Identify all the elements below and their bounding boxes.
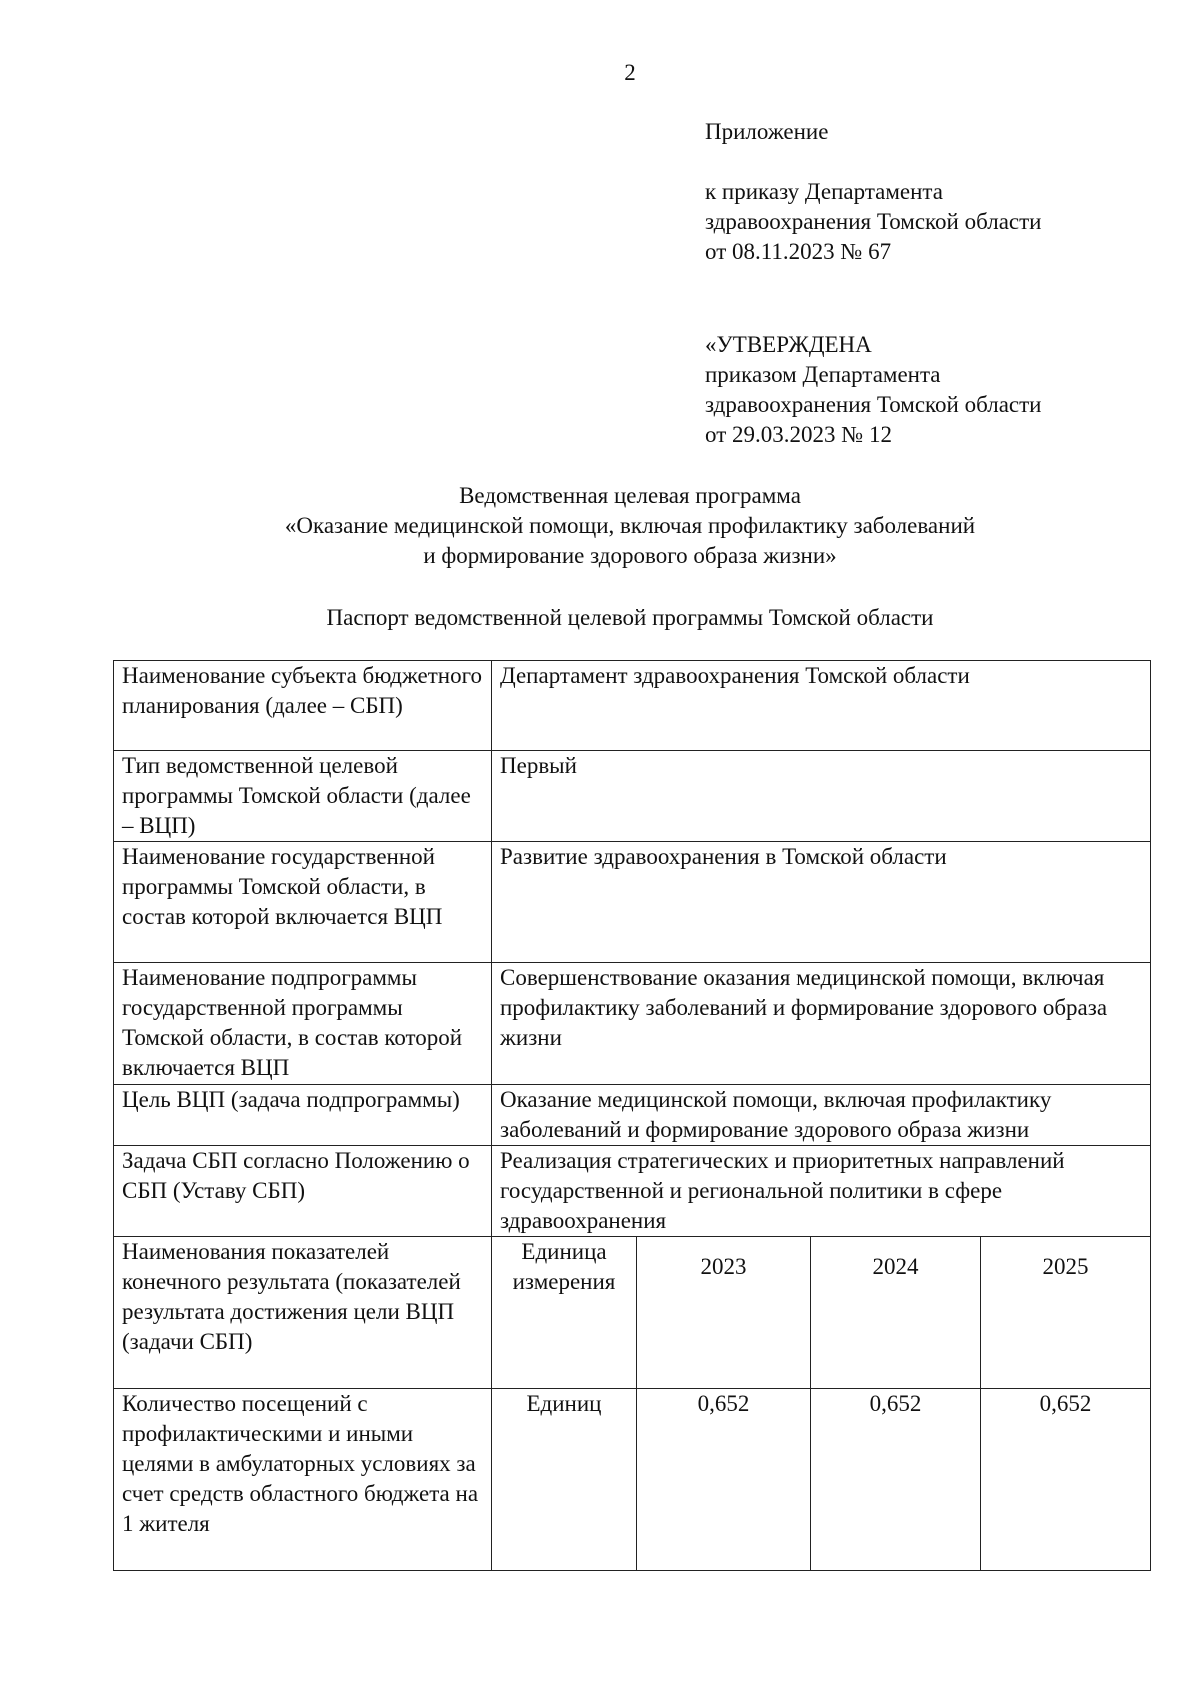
table-row [114,661,1151,751]
year-header: 2023 [637,1237,811,1389]
indicator-value: 0,652 [637,1389,811,1571]
row-value: Первый [492,751,1151,842]
row-label: Наименование субъекта бюджетного планирования (далее – СБП) [114,661,492,751]
passport-table [113,660,1151,1571]
approval-line: «УТВЕРЖДЕНА [705,332,872,357]
row-value: Совершенствование оказания медицинской помощи, включая профилактику заболеваний и формирование здорового образа жизни [492,963,1151,1085]
indicator-value: 0,652 [981,1389,1151,1571]
appendix-line: к приказу Департамента [705,179,943,204]
page-number: 2 [624,60,636,85]
year-header: 2025 [981,1237,1151,1389]
approval-block [705,330,1135,450]
row-label: Наименование государственной программы Томской области, в состав которой включается ВЦП [114,842,492,963]
indicator-value: 0,652 [811,1389,981,1571]
program-title-line: «Оказание медицинской помощи, включая профилактику заболеваний [284,513,976,538]
program-title-line: и формирование здорового образа жизни» [423,543,837,568]
row-label: Цель ВЦП (задача подпрограммы) [114,1085,492,1146]
row-label: Наименование подпрограммы государственной программы Томской области, в состав которой включается ВЦП [114,963,492,1085]
indicator-header-row [114,1237,1151,1389]
row-value: Развитие здравоохранения в Томской области [492,842,1151,963]
approval-line: от 29.03.2023 № 12 [705,422,892,447]
row-label: Задача СБП согласно Положению о СБП (Уставу СБП) [114,1146,492,1237]
row-value: Департамент здравоохранения Томской области [492,661,1151,751]
table-row [114,842,1151,963]
approval-line: приказом Департамента [705,362,941,387]
appendix-title: Приложение [705,119,829,144]
row-value: Оказание медицинской помощи, включая профилактику заболеваний и формирование здорового образа жизни [492,1085,1151,1146]
year-header: 2024 [811,1237,981,1389]
row-label: Тип ведомственной целевой программы Томской области (далее – ВЦП) [114,751,492,842]
passport-title: Паспорт ведомственной целевой программы Томской области [326,605,934,630]
program-title [110,481,1150,571]
indicator-header-label: Наименования показателей конечного результата (показателей результата достижения цели ВЦП (задачи СБП) [114,1237,492,1389]
table-row [114,1085,1151,1146]
program-title-line: Ведомственная целевая программа [459,483,801,508]
indicator-label: Количество посещений с профилактическими и иными целями в амбулаторных условиях за счет средств областного бюджета на 1 жителя [114,1389,492,1571]
indicator-row [114,1389,1151,1571]
row-value: Реализация стратегических и приоритетных направлений государственной и региональной политики в сфере здравоохранения [492,1146,1151,1237]
table-row [114,963,1151,1085]
approval-line: здравоохранения Томской области [705,392,1042,417]
table-row [114,1146,1151,1237]
appendix-line: от 08.11.2023 № 67 [705,239,892,264]
appendix-line: здравоохранения Томской области [705,209,1042,234]
indicator-unit: Единиц [492,1389,637,1571]
appendix-block [705,117,1135,267]
table-row [114,751,1151,842]
unit-header: Единица измерения [492,1237,637,1389]
